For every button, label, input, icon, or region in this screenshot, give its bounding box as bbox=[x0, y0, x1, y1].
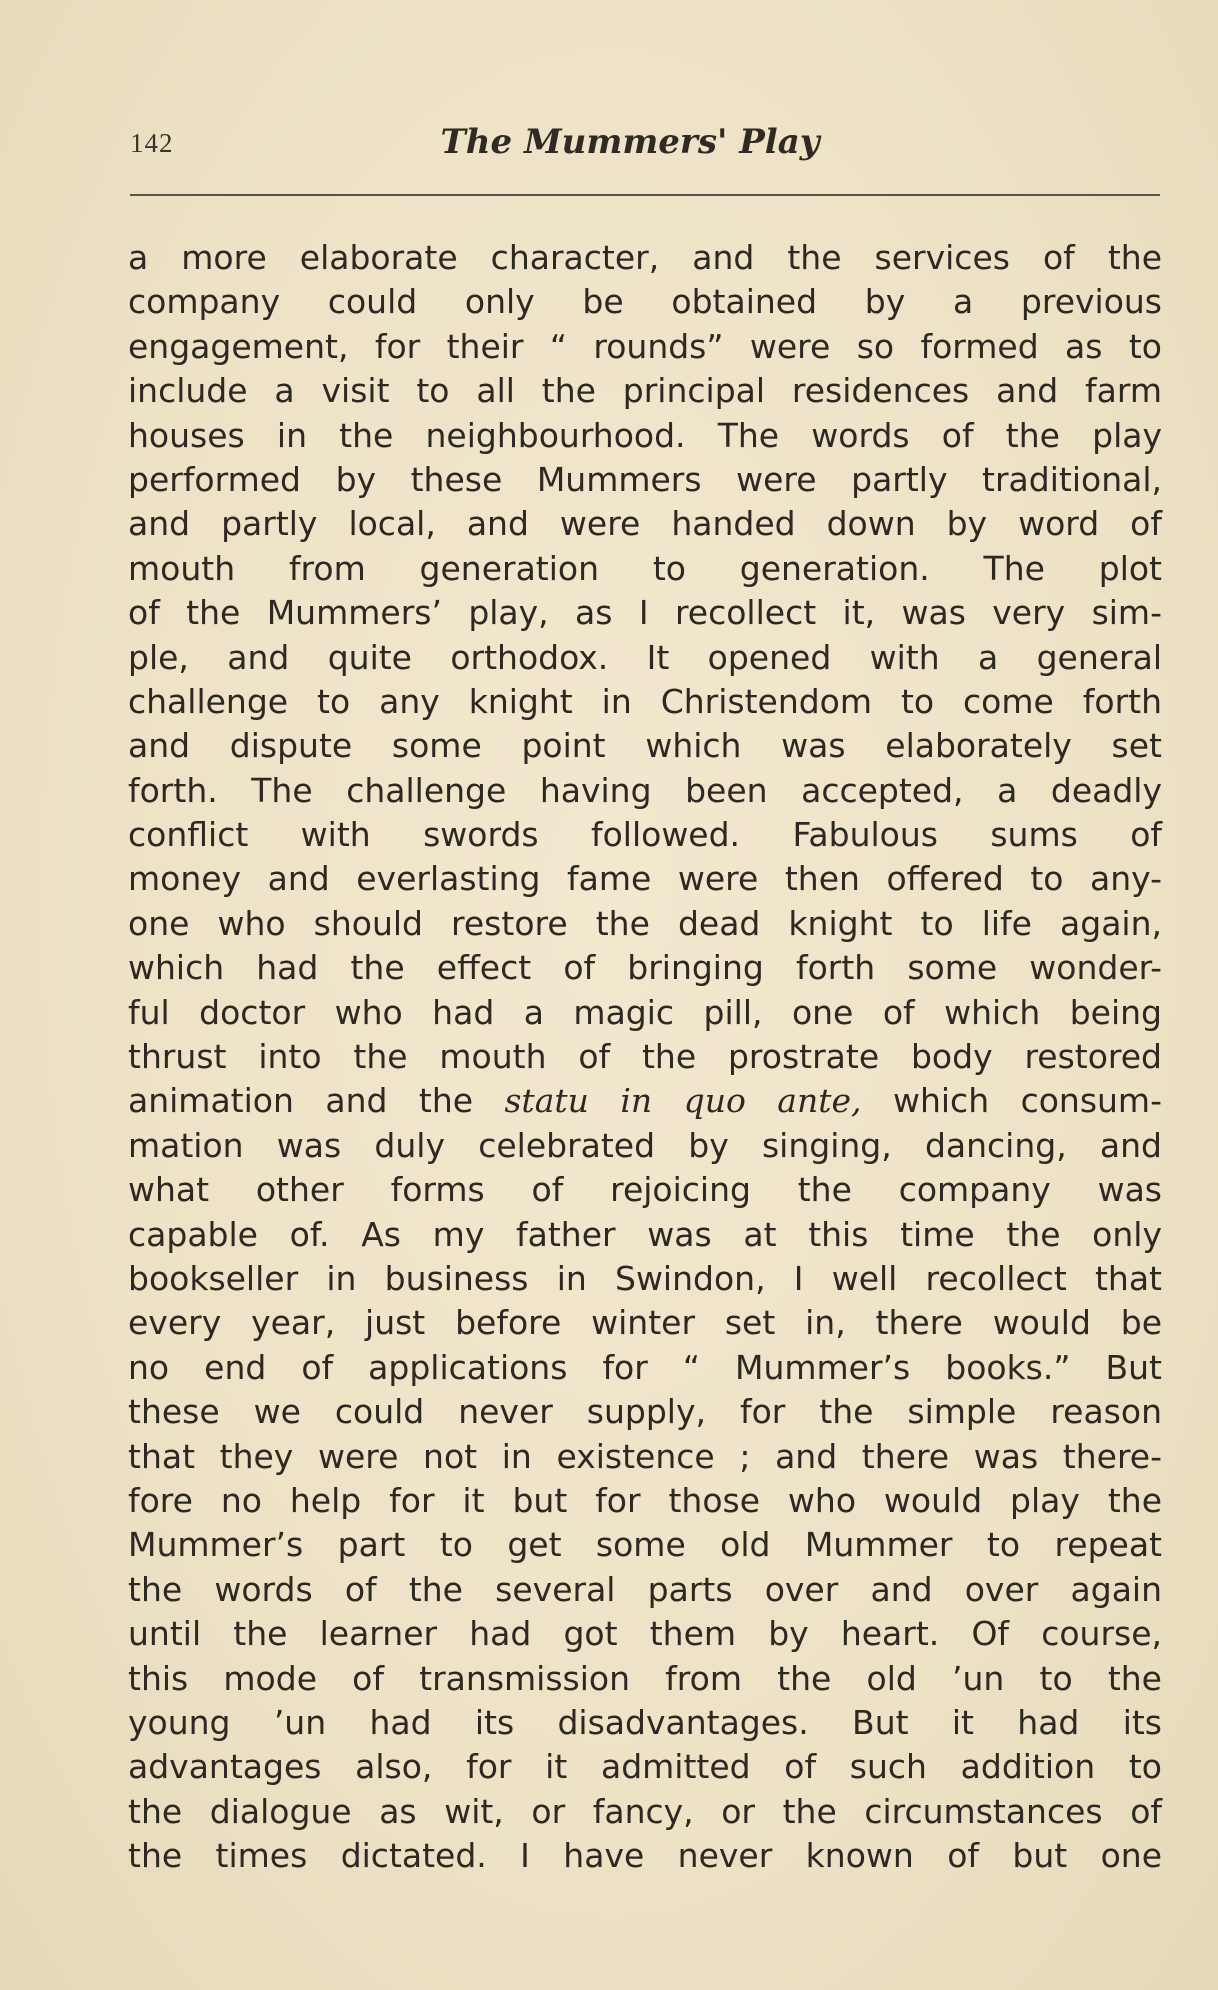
text-line: include a visit to all the principal residences and farm bbox=[128, 371, 1162, 411]
header-rule bbox=[130, 194, 1160, 196]
text-line: forth. The challenge having been accepted, a deadly bbox=[128, 770, 1162, 810]
text-line: fore no help for it but for those who would play the bbox=[128, 1480, 1162, 1520]
body-text bbox=[128, 236, 1162, 1878]
text-line: the times dictated. I have never known of but one bbox=[128, 1836, 1162, 1876]
text-line: performed by these Mummers were partly traditional, bbox=[128, 459, 1162, 499]
text-line: ple, and quite orthodox. It opened with a general bbox=[128, 637, 1162, 677]
text-line: young ’un had its disadvantages. But it had its bbox=[128, 1702, 1162, 1742]
text-line: what other forms of rejoicing the company was bbox=[128, 1170, 1162, 1210]
text-line: challenge to any knight in Christendom to come forth bbox=[128, 681, 1162, 721]
text-line: and dispute some point which was elaborately set bbox=[128, 726, 1162, 766]
text-line: Mummer’s part to get some old Mummer to repeat bbox=[128, 1525, 1162, 1565]
text-line: every year, just before winter set in, there would be bbox=[128, 1303, 1162, 1343]
text-line: until the learner had got them by heart. Of course, bbox=[128, 1614, 1162, 1654]
text-line: capable of. As my father was at this time the only bbox=[128, 1214, 1162, 1254]
text-segment: which consum- bbox=[861, 1081, 1162, 1121]
text-line: a more elaborate character, and the services of the bbox=[128, 238, 1162, 277]
page-number: 142 bbox=[130, 128, 174, 158]
text-line: mouth from generation to generation. The plot bbox=[128, 548, 1162, 588]
running-title: The Mummers' Play bbox=[440, 122, 820, 162]
text-line: conflict with swords followed. Fabulous sums of bbox=[128, 815, 1162, 855]
text-line: no end of applications for “ Mummer’s books.” But bbox=[128, 1347, 1162, 1387]
text-line: that they were not in existence ; and there was there- bbox=[128, 1436, 1162, 1476]
text-line: of the Mummers’ play, as I recollect it, was very sim- bbox=[128, 593, 1162, 633]
text-line: the words of the several parts over and over again bbox=[128, 1569, 1162, 1609]
text-line: engagement, for their “ rounds” were so formed as to bbox=[128, 326, 1162, 366]
latin-phrase: statu in quo ante, bbox=[504, 1081, 862, 1121]
text-line: advantages also, for it admitted of such addition to bbox=[128, 1747, 1162, 1787]
text-line: the dialogue as wit, or fancy, or the circumstances of bbox=[128, 1791, 1162, 1831]
text-line: and partly local, and were handed down by word of bbox=[128, 504, 1162, 544]
text-line: this mode of transmission from the old ’un to the bbox=[128, 1658, 1162, 1698]
text-line: company could only be obtained by a previous bbox=[128, 282, 1162, 322]
page-header bbox=[130, 122, 1160, 170]
text-line: money and everlasting fame were then offered to any- bbox=[128, 859, 1162, 899]
text-segment: animation and the bbox=[128, 1081, 505, 1121]
text-line: bookseller in business in Swindon, I well recollect that bbox=[128, 1258, 1162, 1298]
text-line: one who should restore the dead knight to life again, bbox=[128, 903, 1162, 943]
text-line: mation was duly celebrated by singing, dancing, and bbox=[128, 1125, 1162, 1165]
text-line: these we could never supply, for the simple reason bbox=[128, 1392, 1162, 1432]
text-line: ful doctor who had a magic pill, one of which being bbox=[128, 992, 1162, 1032]
text-line: houses in the neighbourhood. The words of the play bbox=[128, 415, 1162, 455]
text-line: thrust into the mouth of the prostrate body restored bbox=[128, 1037, 1162, 1077]
text-line: which had the effect of bringing forth some wonder- bbox=[128, 948, 1162, 988]
text-line-with-italic bbox=[128, 1079, 1162, 1123]
